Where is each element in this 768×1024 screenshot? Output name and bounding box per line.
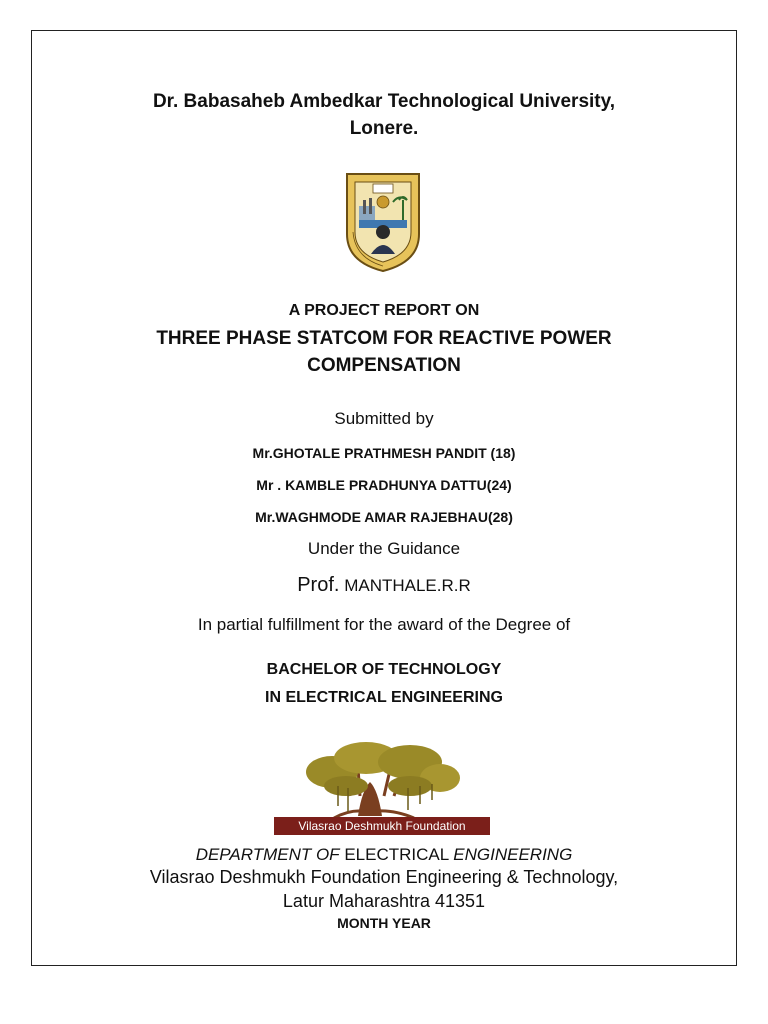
university-line1: Dr. Babasaheb Ambedkar Technological University, xyxy=(152,91,616,112)
partial-fulfillment-text: In partial fulfillment for the award of the Degree of xyxy=(197,615,571,634)
university-name xyxy=(31,88,737,142)
university-seal-icon xyxy=(343,170,423,274)
project-title-line1: THREE PHASE STATCOM FOR REACTIVE POWER xyxy=(156,328,612,349)
department-part2: ELECTRICAL xyxy=(344,845,449,864)
guide-name xyxy=(31,574,737,597)
department-line xyxy=(31,845,737,865)
degree-name xyxy=(31,656,737,712)
report-heading: A PROJECT REPORT ON xyxy=(288,302,480,319)
submitted-by-label: Submitted by xyxy=(334,409,434,428)
department-part1: DEPARTMENT OF xyxy=(195,845,340,864)
month-year: MONTH YEAR xyxy=(337,915,431,931)
guide-prefix: Prof. xyxy=(297,574,340,596)
department-part3: ENGINEERING xyxy=(453,845,573,864)
university-line2: Lonere. xyxy=(349,118,419,139)
student-name: Mr.WAGHMODE AMAR RAJEBHAU(28) xyxy=(255,509,513,525)
foundation-logo-text: Vilasrao Deshmukh Foundation xyxy=(298,819,466,833)
degree-line1: BACHELOR OF TECHNOLOGY xyxy=(266,661,502,678)
project-title-line2: COMPENSATION xyxy=(307,355,461,376)
college-name: Vilasrao Deshmukh Foundation Engineering & Technology, xyxy=(149,867,619,887)
student-name: Mr.GHOTALE PRATHMESH PANDIT (18) xyxy=(252,445,516,461)
banyan-tree-icon xyxy=(272,742,492,836)
college-address: Latur Maharashtra 41351 xyxy=(282,891,486,911)
project-title xyxy=(31,325,737,379)
degree-line2: IN ELECTRICAL ENGINEERING xyxy=(265,689,503,706)
guide-name-text: MANTHALE.R.R xyxy=(344,576,471,595)
guidance-label: Under the Guidance xyxy=(307,539,461,558)
student-name: Mr . KAMBLE PRADHUNYA DATTU(24) xyxy=(256,477,512,493)
